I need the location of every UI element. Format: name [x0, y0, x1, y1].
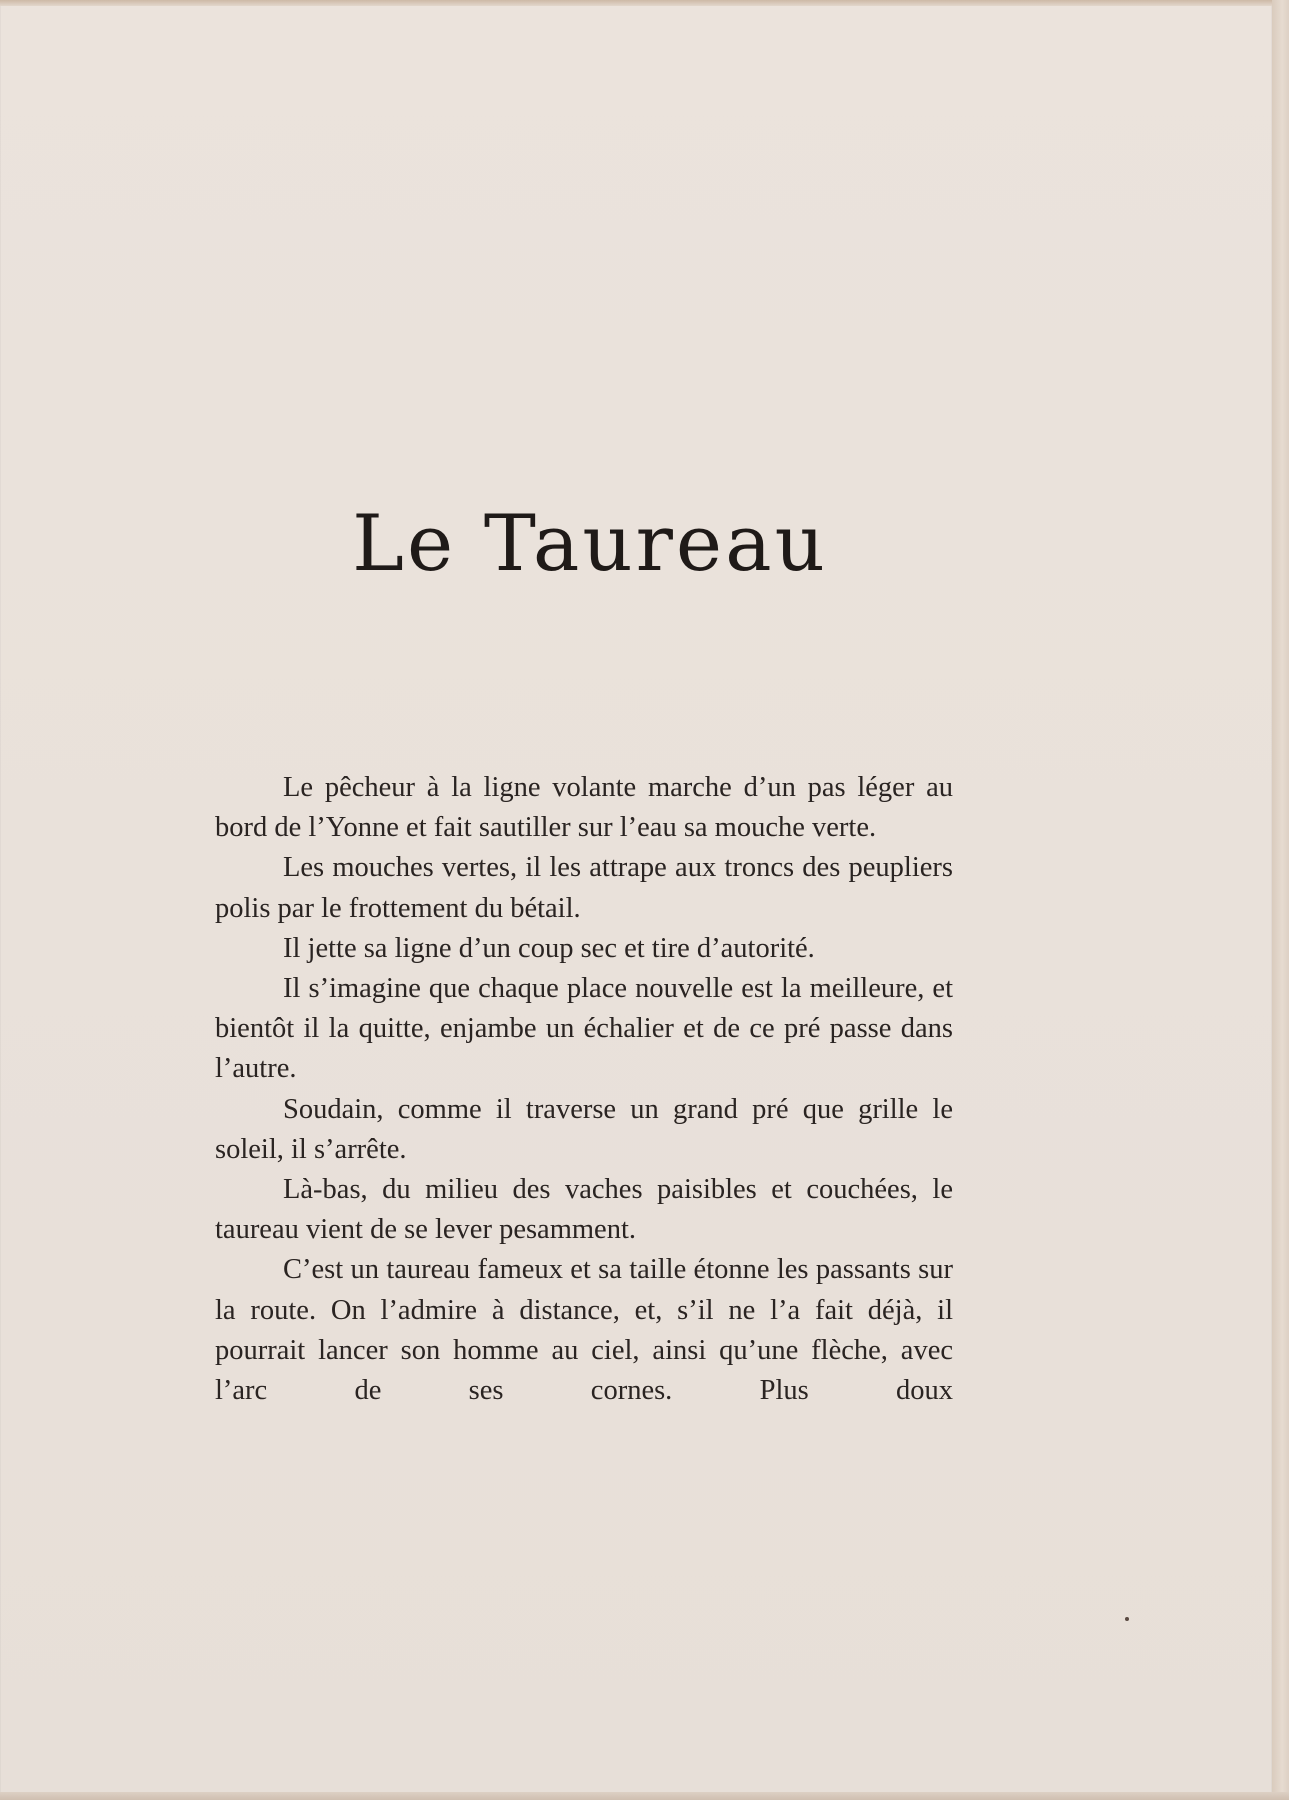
paragraph-7: C’est un taureau fameux et sa taille étonne les passants sur la route. On l’admire à distance, et, s’il ne l’a fait déjà, il pourrait lancer son homme au ciel, ainsi qu’une flèche, avec l’arc de ses cornes. Plus doux: [215, 1254, 953, 1407]
page-top-edge: [0, 0, 1289, 6]
page-bottom-edge: [0, 1792, 1289, 1800]
paragraph-4: Il s’imagine que chaque place nouvelle est la meilleure, et bientôt il la quitte, enjambe un échalier et de ce pré passe dans l’autre.: [215, 973, 953, 1085]
paragraph-1: Le pêcheur à la ligne volante marche d’un pas léger au bord de l’Yonne et fait sautiller sur l’eau sa mouche verte.: [215, 772, 953, 844]
paragraph-2: Les mouches vertes, il les attrape aux troncs des peupliers polis par le frottement du bétail.: [215, 852, 953, 924]
body-text: [215, 768, 953, 1411]
page-right-edge: [1272, 0, 1289, 1800]
paper-speck: [1125, 1617, 1129, 1621]
paragraph-3: Il jette sa ligne d’un coup sec et tire d’autorité.: [283, 932, 815, 964]
chapter-title: Le Taureau: [352, 499, 828, 589]
paragraph-6: Là-bas, du milieu des vaches paisibles et couchées, le taureau vient de se lever pesamment.: [215, 1174, 953, 1246]
paragraph-5: Soudain, comme il traverse un grand pré que grille le soleil, il s’arrête.: [215, 1093, 953, 1165]
